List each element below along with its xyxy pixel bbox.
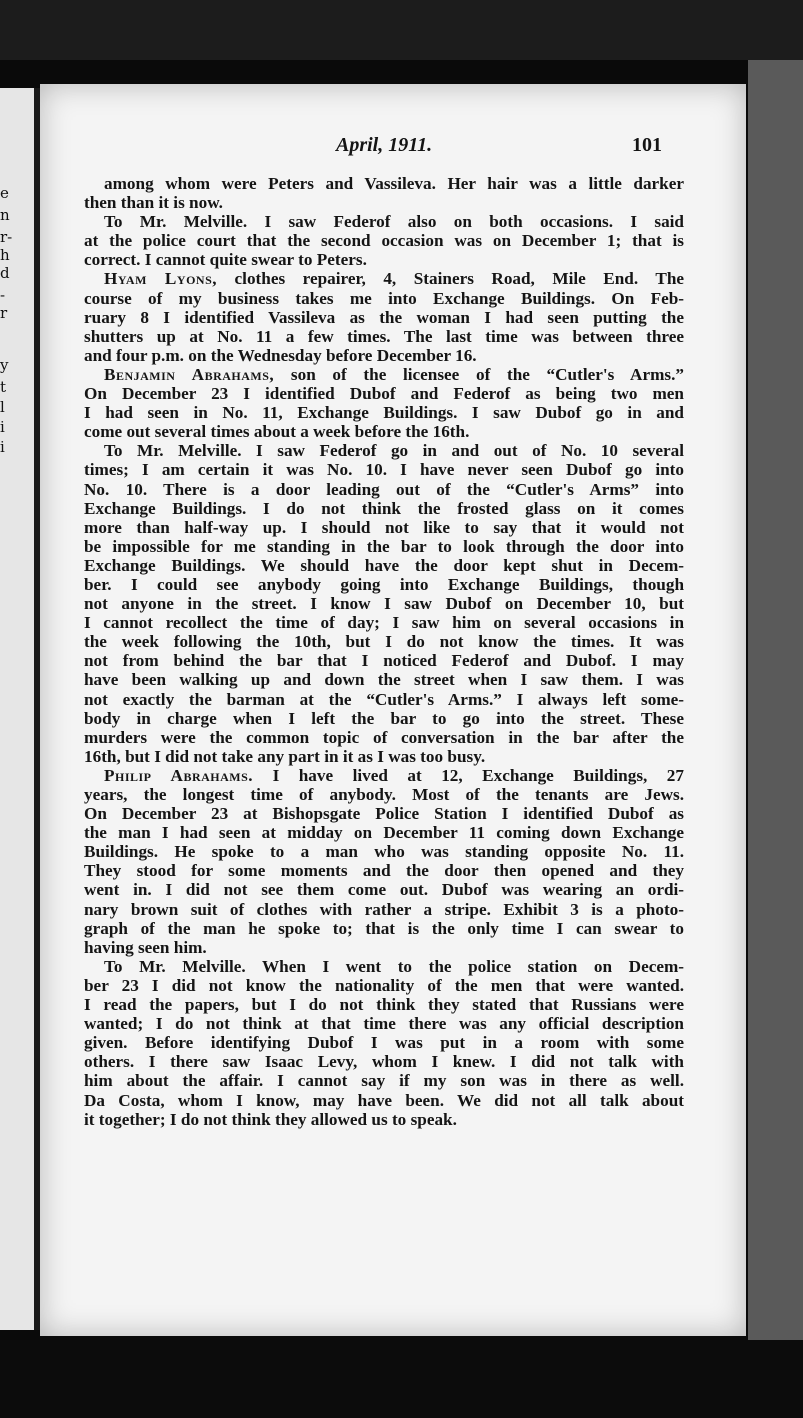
- margin-fragment: r: [0, 304, 8, 322]
- line-text: I cannot recollect the time of day; I saw him on several occasions in: [84, 613, 684, 633]
- text-line: [84, 728, 684, 747]
- text-line: [84, 289, 684, 308]
- line-text: nary brown suit of clothes with rather a stripe. Exhibit 3 is a photo-: [84, 899, 684, 919]
- line-text: not exactly the barman at the “Cutler's Arms.” I always left some-: [84, 689, 684, 709]
- text-line: [84, 804, 684, 823]
- text-line: [84, 747, 684, 766]
- line-text: went in. I did not see them come out. Dubof was wearing an ordi-: [84, 880, 684, 900]
- testimony-text: [84, 174, 684, 1129]
- text-line: [84, 1110, 684, 1129]
- margin-fragment: -: [0, 286, 6, 304]
- text-line: [84, 594, 684, 613]
- text-line: [84, 575, 684, 594]
- text-line: [84, 174, 684, 193]
- text-line: [84, 976, 684, 995]
- line-text: body in charge when I left the bar to go into the street. These: [84, 708, 684, 728]
- line-text: and four p.m. on the Wednesday before December 16.: [84, 345, 477, 365]
- line-text: ber 23 I did not know the nationality of the men that were wanted.: [84, 975, 684, 995]
- line-text: 16th, but I did not take any part in it as I was too busy.: [84, 746, 486, 766]
- text-line: [84, 556, 684, 575]
- line-text: the week following the 10th, but I do not know the times. It was: [84, 632, 684, 652]
- line-text: graph of the man he spoke to; that is the only time I can swear to: [84, 918, 684, 938]
- line-text: correct. I cannot quite swear to Peters.: [84, 250, 367, 270]
- text-line: [84, 537, 684, 556]
- line-text: be impossible for me standing in the bar to look through the door into: [84, 536, 684, 556]
- paragraph: [84, 212, 684, 269]
- text-line: [84, 212, 684, 231]
- text-line: [84, 518, 684, 537]
- line-text: times; I am certain it was No. 10. I have never seen Dubof go into: [84, 460, 684, 480]
- line-text: shutters up at No. 11 a few times. The last time was between three: [84, 326, 684, 346]
- paragraph: [84, 269, 684, 364]
- margin-fragment: n: [0, 206, 10, 224]
- paragraph: [84, 441, 684, 766]
- page-number: 101: [632, 134, 662, 156]
- line-text: among whom were Peters and Vassileva. Her hair was a little darker: [104, 174, 684, 193]
- line-text: more than half-way up. I should not like to say that it would not: [84, 517, 684, 537]
- margin-fragment: i: [0, 438, 5, 456]
- text-line: [84, 900, 684, 919]
- line-text: him about the affair. I cannot say if my son was in there as well.: [84, 1071, 684, 1091]
- text-line: [84, 384, 684, 403]
- text-line: [84, 441, 684, 460]
- line-text: To Mr. Melville. When I went to the police station on Decem-: [104, 956, 684, 976]
- line-text: then than it is now.: [84, 193, 223, 213]
- margin-fragment: d: [0, 264, 10, 282]
- witness-name: Hyam Lyons,: [104, 269, 218, 289]
- text-line: [84, 365, 684, 384]
- text-line: [84, 250, 684, 269]
- text-line: [84, 403, 684, 422]
- line-text: son of the licensee of the “Cutler's Arms.”: [274, 364, 684, 384]
- text-line: [84, 480, 684, 499]
- text-line: [84, 1052, 684, 1071]
- paragraph: [84, 766, 684, 957]
- text-line: [84, 632, 684, 651]
- text-line: [84, 308, 684, 327]
- line-text: They stood for some moments and the door then opened and they: [84, 861, 684, 881]
- line-text: come out several times about a week before the 16th.: [84, 422, 470, 442]
- text-line: [84, 1033, 684, 1052]
- facing-page-edge: [0, 88, 40, 1330]
- line-text: Exchange Buildings. We should have the door kept shut in Decem-: [84, 555, 684, 575]
- line-text: On December 23 at Bishopsgate Police Station I identified Dubof as: [84, 804, 684, 824]
- line-text: murders were the common topic of conversation in the bar after the: [84, 727, 684, 747]
- line-text: wanted; I do not think at that time there was any official description: [84, 1014, 684, 1034]
- text-line: [84, 880, 684, 899]
- line-text: Exchange Buildings. I do not think the frosted glass on it comes: [84, 498, 684, 518]
- line-text: having seen him.: [84, 937, 207, 957]
- text-line: [84, 499, 684, 518]
- line-text: ber. I could see anybody going into Exchange Buildings, though: [84, 574, 684, 594]
- text-line: [84, 460, 684, 479]
- text-line: [84, 1071, 684, 1090]
- witness-name: Benjamin Abrahams,: [104, 364, 275, 384]
- line-text: ruary 8 I identified Vassileva as the woman I had seen putting the: [84, 307, 684, 327]
- line-text: On December 23 I identified Dubof and Federof as being two men: [84, 384, 684, 404]
- line-text: given. Before identifying Dubof I was put in a room with some: [84, 1033, 684, 1053]
- text-line: [84, 651, 684, 670]
- line-text: Da Costa, whom I know, may have been. We did not all talk about: [84, 1090, 684, 1110]
- text-line: [84, 193, 684, 212]
- line-text: years, the longest time of anybody. Most of the tenants are Jews.: [84, 785, 684, 804]
- line-text: it together; I do not think they allowed us to speak.: [84, 1109, 457, 1129]
- text-line: [84, 690, 684, 709]
- line-text: others. I there saw Isaac Levy, whom I knew. I did not talk with: [84, 1052, 684, 1072]
- text-line: [84, 919, 684, 938]
- scan-top-border: [0, 0, 803, 60]
- text-line: [84, 823, 684, 842]
- line-text: not from behind the bar that I noticed Federof and Dubof. I may: [84, 651, 684, 671]
- text-line: [84, 327, 684, 346]
- paragraph: [84, 957, 684, 1129]
- text-line: [84, 613, 684, 632]
- margin-fragment: i: [0, 418, 5, 436]
- line-text: I read the papers, but I do not think they stated that Russians were: [84, 995, 684, 1015]
- running-head-title: April, 1911.: [336, 134, 433, 156]
- line-text: not anyone in the street. I know I saw Dubof on December 10, but: [84, 594, 684, 614]
- margin-fragment: t: [0, 378, 7, 396]
- text-line: [84, 269, 684, 288]
- line-text: have been walking up and down the street when I saw them. I was: [84, 670, 684, 690]
- line-text: I have lived at 12, Exchange Buildings, 27: [253, 765, 684, 785]
- margin-fragment: e: [0, 184, 9, 202]
- line-text: at the police court that the second occasion was on December 1; that is: [84, 231, 684, 251]
- line-text: No. 10. There is a door leading out of the “Cutler's Arms” into: [84, 479, 684, 499]
- scan-bottom-border: [0, 1340, 803, 1418]
- witness-name: Philip Abrahams.: [104, 765, 254, 785]
- text-line: [84, 861, 684, 880]
- paragraph: [84, 174, 684, 212]
- line-text: To Mr. Melville. I saw Federof also on both occasions. I said: [104, 212, 684, 232]
- text-line: [84, 957, 684, 976]
- margin-fragment: h: [0, 246, 10, 264]
- text-line: [84, 1014, 684, 1033]
- margin-fragment: l: [0, 398, 5, 416]
- line-text: course of my business takes me into Exchange Buildings. On Feb-: [84, 288, 684, 308]
- text-line: [84, 422, 684, 441]
- line-text: the man I had seen at midday on December 11 coming down Exchange: [84, 823, 684, 843]
- paragraph: [84, 365, 684, 441]
- text-line: [84, 1091, 684, 1110]
- line-text: clothes repairer, 4, Stainers Road, Mile End. The: [217, 269, 685, 289]
- line-text: Buildings. He spoke to a man who was standing opposite No. 11.: [84, 842, 684, 862]
- running-head: [40, 134, 746, 164]
- margin-fragment: r-: [0, 228, 13, 246]
- margin-fragment: y: [0, 356, 9, 374]
- scan-right-edge: [748, 60, 803, 1340]
- text-line: [84, 766, 684, 785]
- text-line: [84, 995, 684, 1014]
- text-line: [84, 938, 684, 957]
- text-line: [84, 670, 684, 689]
- line-text: To Mr. Melville. I saw Federof go in and out of No. 10 several: [104, 441, 684, 461]
- book-page: [40, 84, 746, 1336]
- text-line: [84, 231, 684, 250]
- text-line: [84, 709, 684, 728]
- line-text: I had seen in No. 11, Exchange Buildings. I saw Dubof go in and: [84, 403, 684, 423]
- text-line: [84, 346, 684, 365]
- text-line: [84, 785, 684, 804]
- text-line: [84, 842, 684, 861]
